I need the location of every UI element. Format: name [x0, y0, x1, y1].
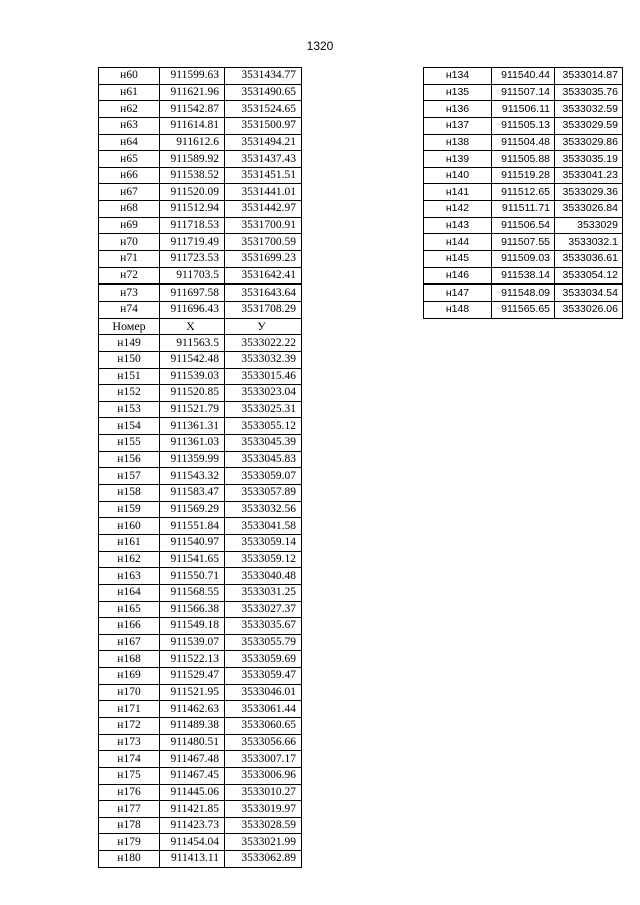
- y-coordinate-cell: 3531708.29: [225, 301, 302, 318]
- x-coordinate-cell: 911538.14: [492, 267, 555, 284]
- x-coordinate-cell: 911718.53: [160, 217, 225, 234]
- table-row: [99, 84, 302, 101]
- point-number-cell: н155: [99, 435, 160, 452]
- point-number-cell: н63: [99, 117, 160, 134]
- table-row: [99, 201, 302, 218]
- point-number-cell: н174: [99, 751, 160, 768]
- x-coordinate-cell: 911506.11: [492, 101, 555, 118]
- x-coordinate-cell: 911454.04: [160, 834, 225, 851]
- table-row: [99, 751, 302, 768]
- point-number-cell: н60: [99, 68, 160, 85]
- coordinates-table-right: [423, 67, 623, 319]
- y-coordinate-cell: 3531500.97: [225, 117, 302, 134]
- y-coordinate-cell: 3533021.99: [225, 834, 302, 851]
- x-coordinate-cell: 911361.31: [160, 418, 225, 435]
- point-number-cell: н157: [99, 468, 160, 485]
- y-coordinate-cell: 3531442.97: [225, 201, 302, 218]
- point-number-cell: н143: [424, 217, 492, 234]
- table-row: [99, 351, 302, 368]
- x-coordinate-cell: 911589.92: [160, 151, 225, 168]
- table-header-row: [99, 318, 302, 335]
- x-coordinate-cell: 911566.38: [160, 601, 225, 618]
- y-coordinate-cell: 3533028.59: [225, 817, 302, 834]
- x-coordinate-cell: 911359.99: [160, 451, 225, 468]
- y-coordinate-cell: 3533045.83: [225, 451, 302, 468]
- point-number-cell: н145: [424, 251, 492, 268]
- point-number-cell: н160: [99, 518, 160, 535]
- x-coordinate-cell: 911621.96: [160, 84, 225, 101]
- y-coordinate-cell: 3533059.69: [225, 651, 302, 668]
- y-coordinate-cell: 3533036.61: [555, 251, 623, 268]
- table-row: [99, 701, 302, 718]
- table-row: [99, 68, 302, 85]
- point-number-cell: н179: [99, 834, 160, 851]
- point-number-cell: н167: [99, 634, 160, 651]
- x-coordinate-cell: 911539.07: [160, 634, 225, 651]
- y-coordinate-cell: 3531700.59: [225, 234, 302, 251]
- point-number-cell: н135: [424, 84, 492, 101]
- point-number-cell: н152: [99, 385, 160, 402]
- y-coordinate-cell: 3533032.39: [225, 351, 302, 368]
- point-number-cell: н70: [99, 234, 160, 251]
- x-coordinate-cell: 911583.47: [160, 485, 225, 502]
- x-coordinate-cell: 911480.51: [160, 734, 225, 751]
- table-row: [99, 734, 302, 751]
- table-row: [99, 584, 302, 601]
- x-coordinate-cell: 911551.84: [160, 518, 225, 535]
- point-number-cell: н154: [99, 418, 160, 435]
- y-coordinate-cell: 3531643.64: [225, 284, 302, 301]
- table-row: [99, 267, 302, 284]
- point-number-cell: н69: [99, 217, 160, 234]
- table-row: [99, 134, 302, 151]
- point-number-cell: н73: [99, 284, 160, 301]
- table-row: [99, 801, 302, 818]
- x-coordinate-cell: 911506.54: [492, 217, 555, 234]
- x-coordinate-cell: 911696.43: [160, 301, 225, 318]
- y-coordinate-cell: 3531524.65: [225, 101, 302, 118]
- x-coordinate-cell: 911540.97: [160, 534, 225, 551]
- table-row: [99, 385, 302, 402]
- point-number-cell: н65: [99, 151, 160, 168]
- table-row: [99, 451, 302, 468]
- y-coordinate-cell: 3533059.12: [225, 551, 302, 568]
- table-row: [99, 851, 302, 868]
- table-row: [99, 668, 302, 685]
- table-row: [424, 68, 623, 85]
- y-coordinate-cell: 3533019.97: [225, 801, 302, 818]
- table-row: [99, 217, 302, 234]
- point-number-cell: н147: [424, 284, 492, 301]
- point-number-cell: н158: [99, 485, 160, 502]
- table-row: [424, 101, 623, 118]
- y-coordinate-cell: 3531437.43: [225, 151, 302, 168]
- table-row: [424, 167, 623, 184]
- point-number-cell: н180: [99, 851, 160, 868]
- y-coordinate-cell: 3533035.76: [555, 84, 623, 101]
- x-coordinate-cell: 911421.85: [160, 801, 225, 818]
- point-number-cell: н161: [99, 534, 160, 551]
- point-number-cell: н169: [99, 668, 160, 685]
- y-coordinate-cell: 3533040.48: [225, 568, 302, 585]
- y-coordinate-cell: 3533031.25: [225, 584, 302, 601]
- point-number-cell: н66: [99, 167, 160, 184]
- y-coordinate-cell: 3533007.17: [225, 751, 302, 768]
- x-coordinate-cell: 911521.95: [160, 684, 225, 701]
- table-row: [424, 201, 623, 218]
- x-coordinate-cell: 911445.06: [160, 784, 225, 801]
- x-coordinate-cell: 911548.09: [492, 284, 555, 301]
- point-number-cell: н168: [99, 651, 160, 668]
- y-coordinate-cell: 3531699.23: [225, 251, 302, 268]
- x-coordinate-cell: 911423.73: [160, 817, 225, 834]
- y-coordinate-cell: 3531490.65: [225, 84, 302, 101]
- x-coordinate-cell: 911703.5: [160, 267, 225, 284]
- point-number-cell: н171: [99, 701, 160, 718]
- x-coordinate-cell: 911542.48: [160, 351, 225, 368]
- y-coordinate-cell: 3533026.84: [555, 201, 623, 218]
- point-number-cell: н64: [99, 134, 160, 151]
- point-number-cell: н141: [424, 184, 492, 201]
- y-coordinate-cell: 3531494.21: [225, 134, 302, 151]
- table-row: [99, 234, 302, 251]
- x-coordinate-cell: 911719.49: [160, 234, 225, 251]
- y-coordinate-cell: 3533046.01: [225, 684, 302, 701]
- point-number-cell: н156: [99, 451, 160, 468]
- column-header-x: X: [160, 318, 225, 335]
- y-coordinate-cell: 3533010.27: [225, 784, 302, 801]
- table-row: [99, 634, 302, 651]
- y-coordinate-cell: 3533060.65: [225, 717, 302, 734]
- point-number-cell: н140: [424, 167, 492, 184]
- x-coordinate-cell: 911520.85: [160, 385, 225, 402]
- point-number-cell: н137: [424, 117, 492, 134]
- x-coordinate-cell: 911550.71: [160, 568, 225, 585]
- x-coordinate-cell: 911489.38: [160, 717, 225, 734]
- point-number-cell: н138: [424, 134, 492, 151]
- y-coordinate-cell: 3533059.07: [225, 468, 302, 485]
- table-row: [99, 485, 302, 502]
- column-header-number: Номер: [99, 318, 160, 335]
- y-coordinate-cell: 3533029.59: [555, 117, 623, 134]
- point-number-cell: н159: [99, 501, 160, 518]
- y-coordinate-cell: 3533015.46: [225, 368, 302, 385]
- x-coordinate-cell: 911505.13: [492, 117, 555, 134]
- y-coordinate-cell: 3533059.14: [225, 534, 302, 551]
- y-coordinate-cell: 3533026.06: [555, 301, 623, 318]
- x-coordinate-cell: 911599.63: [160, 68, 225, 85]
- x-coordinate-cell: 911413.11: [160, 851, 225, 868]
- y-coordinate-cell: 3533045.39: [225, 435, 302, 452]
- y-coordinate-cell: 3533032.1: [555, 234, 623, 251]
- y-coordinate-cell: 3533034.54: [555, 284, 623, 301]
- x-coordinate-cell: 911521.79: [160, 401, 225, 418]
- point-number-cell: н166: [99, 618, 160, 635]
- y-coordinate-cell: 3533014.87: [555, 68, 623, 85]
- table-row: [99, 817, 302, 834]
- x-coordinate-cell: 911539.03: [160, 368, 225, 385]
- table-row: [99, 501, 302, 518]
- x-coordinate-cell: 911522.13: [160, 651, 225, 668]
- table-row: [99, 435, 302, 452]
- table-row: [424, 301, 623, 318]
- table-row: [99, 418, 302, 435]
- table-row: [99, 401, 302, 418]
- point-number-cell: н175: [99, 767, 160, 784]
- table-row: [424, 217, 623, 234]
- x-coordinate-cell: 911529.47: [160, 668, 225, 685]
- y-coordinate-cell: 3533029: [555, 217, 623, 234]
- y-coordinate-cell: 3533035.67: [225, 618, 302, 635]
- y-coordinate-cell: 3533032.59: [555, 101, 623, 118]
- y-coordinate-cell: 3533027.37: [225, 601, 302, 618]
- x-coordinate-cell: 911542.87: [160, 101, 225, 118]
- y-coordinate-cell: 3531441.01: [225, 184, 302, 201]
- x-coordinate-cell: 911697.58: [160, 284, 225, 301]
- x-coordinate-cell: 911507.14: [492, 84, 555, 101]
- table-row: [99, 368, 302, 385]
- y-coordinate-cell: 3533061.44: [225, 701, 302, 718]
- table-row: [99, 784, 302, 801]
- y-coordinate-cell: 3531451.51: [225, 167, 302, 184]
- table-row: [424, 284, 623, 301]
- point-number-cell: н62: [99, 101, 160, 118]
- table-row: [99, 151, 302, 168]
- x-coordinate-cell: 911543.32: [160, 468, 225, 485]
- table-row: [99, 568, 302, 585]
- x-coordinate-cell: 911504.48: [492, 134, 555, 151]
- y-coordinate-cell: 3533029.86: [555, 134, 623, 151]
- x-coordinate-cell: 911509.03: [492, 251, 555, 268]
- y-coordinate-cell: 3533056.66: [225, 734, 302, 751]
- page-number: 1320: [306, 39, 334, 53]
- point-number-cell: н165: [99, 601, 160, 618]
- coordinates-table-left: [98, 67, 302, 868]
- point-number-cell: н163: [99, 568, 160, 585]
- table-row: [99, 335, 302, 352]
- point-number-cell: н170: [99, 684, 160, 701]
- table-row: [99, 101, 302, 118]
- x-coordinate-cell: 911568.55: [160, 584, 225, 601]
- table-row: [99, 651, 302, 668]
- table-row: [99, 167, 302, 184]
- y-coordinate-cell: 3533035.19: [555, 151, 623, 168]
- point-number-cell: н68: [99, 201, 160, 218]
- y-coordinate-cell: 3531700.91: [225, 217, 302, 234]
- table-row: [99, 534, 302, 551]
- table-row: [424, 184, 623, 201]
- x-coordinate-cell: 911462.63: [160, 701, 225, 718]
- point-number-cell: н164: [99, 584, 160, 601]
- table-row: [424, 251, 623, 268]
- table-row: [424, 117, 623, 134]
- y-coordinate-cell: 3531642.41: [225, 267, 302, 284]
- point-number-cell: н72: [99, 267, 160, 284]
- point-number-cell: н149: [99, 335, 160, 352]
- point-number-cell: н153: [99, 401, 160, 418]
- y-coordinate-cell: 3533055.79: [225, 634, 302, 651]
- x-coordinate-cell: 911520.09: [160, 184, 225, 201]
- point-number-cell: н173: [99, 734, 160, 751]
- y-coordinate-cell: 3533025.31: [225, 401, 302, 418]
- x-coordinate-cell: 911723.53: [160, 251, 225, 268]
- y-coordinate-cell: 3533029.36: [555, 184, 623, 201]
- table-row: [99, 301, 302, 318]
- table-row: [99, 717, 302, 734]
- point-number-cell: н142: [424, 201, 492, 218]
- y-coordinate-cell: 3533062.89: [225, 851, 302, 868]
- point-number-cell: н150: [99, 351, 160, 368]
- x-coordinate-cell: 911361.03: [160, 435, 225, 452]
- x-coordinate-cell: 911467.45: [160, 767, 225, 784]
- point-number-cell: н61: [99, 84, 160, 101]
- x-coordinate-cell: 911540.44: [492, 68, 555, 85]
- table-row: [424, 234, 623, 251]
- point-number-cell: н144: [424, 234, 492, 251]
- x-coordinate-cell: 911505.88: [492, 151, 555, 168]
- y-coordinate-cell: 3533057.89: [225, 485, 302, 502]
- table-row: [424, 84, 623, 101]
- table-row: [99, 834, 302, 851]
- point-number-cell: н172: [99, 717, 160, 734]
- x-coordinate-cell: 911538.52: [160, 167, 225, 184]
- y-coordinate-cell: 3533054.12: [555, 267, 623, 284]
- x-coordinate-cell: 911541.65: [160, 551, 225, 568]
- point-number-cell: н148: [424, 301, 492, 318]
- x-coordinate-cell: 911565.65: [492, 301, 555, 318]
- x-coordinate-cell: 911612.6: [160, 134, 225, 151]
- point-number-cell: н74: [99, 301, 160, 318]
- y-coordinate-cell: 3533032.56: [225, 501, 302, 518]
- x-coordinate-cell: 911569.29: [160, 501, 225, 518]
- x-coordinate-cell: 911519.28: [492, 167, 555, 184]
- x-coordinate-cell: 911467.48: [160, 751, 225, 768]
- table-row: [99, 618, 302, 635]
- y-coordinate-cell: 3533055.12: [225, 418, 302, 435]
- point-number-cell: н134: [424, 68, 492, 85]
- x-coordinate-cell: 911614.81: [160, 117, 225, 134]
- point-number-cell: н136: [424, 101, 492, 118]
- table-row: [99, 684, 302, 701]
- y-coordinate-cell: 3531434.77: [225, 68, 302, 85]
- table-row: [99, 601, 302, 618]
- table-row: [424, 267, 623, 284]
- column-header-y: У: [225, 318, 302, 335]
- x-coordinate-cell: 911512.94: [160, 201, 225, 218]
- table-row: [99, 117, 302, 134]
- point-number-cell: н162: [99, 551, 160, 568]
- x-coordinate-cell: 911563.5: [160, 335, 225, 352]
- y-coordinate-cell: 3533023.04: [225, 385, 302, 402]
- y-coordinate-cell: 3533022.22: [225, 335, 302, 352]
- y-coordinate-cell: 3533006.96: [225, 767, 302, 784]
- table-row: [99, 251, 302, 268]
- point-number-cell: н67: [99, 184, 160, 201]
- point-number-cell: н151: [99, 368, 160, 385]
- table-row: [99, 551, 302, 568]
- table-row: [424, 151, 623, 168]
- x-coordinate-cell: 911507.55: [492, 234, 555, 251]
- table-row: [99, 184, 302, 201]
- point-number-cell: н146: [424, 267, 492, 284]
- table-row: [99, 284, 302, 301]
- table-row: [424, 134, 623, 151]
- y-coordinate-cell: 3533041.23: [555, 167, 623, 184]
- y-coordinate-cell: 3533059.47: [225, 668, 302, 685]
- table-row: [99, 468, 302, 485]
- point-number-cell: н176: [99, 784, 160, 801]
- x-coordinate-cell: 911511.71: [492, 201, 555, 218]
- y-coordinate-cell: 3533041.58: [225, 518, 302, 535]
- x-coordinate-cell: 911512.65: [492, 184, 555, 201]
- point-number-cell: н177: [99, 801, 160, 818]
- point-number-cell: н139: [424, 151, 492, 168]
- point-number-cell: н178: [99, 817, 160, 834]
- x-coordinate-cell: 911549.18: [160, 618, 225, 635]
- table-row: [99, 767, 302, 784]
- point-number-cell: н71: [99, 251, 160, 268]
- table-row: [99, 518, 302, 535]
